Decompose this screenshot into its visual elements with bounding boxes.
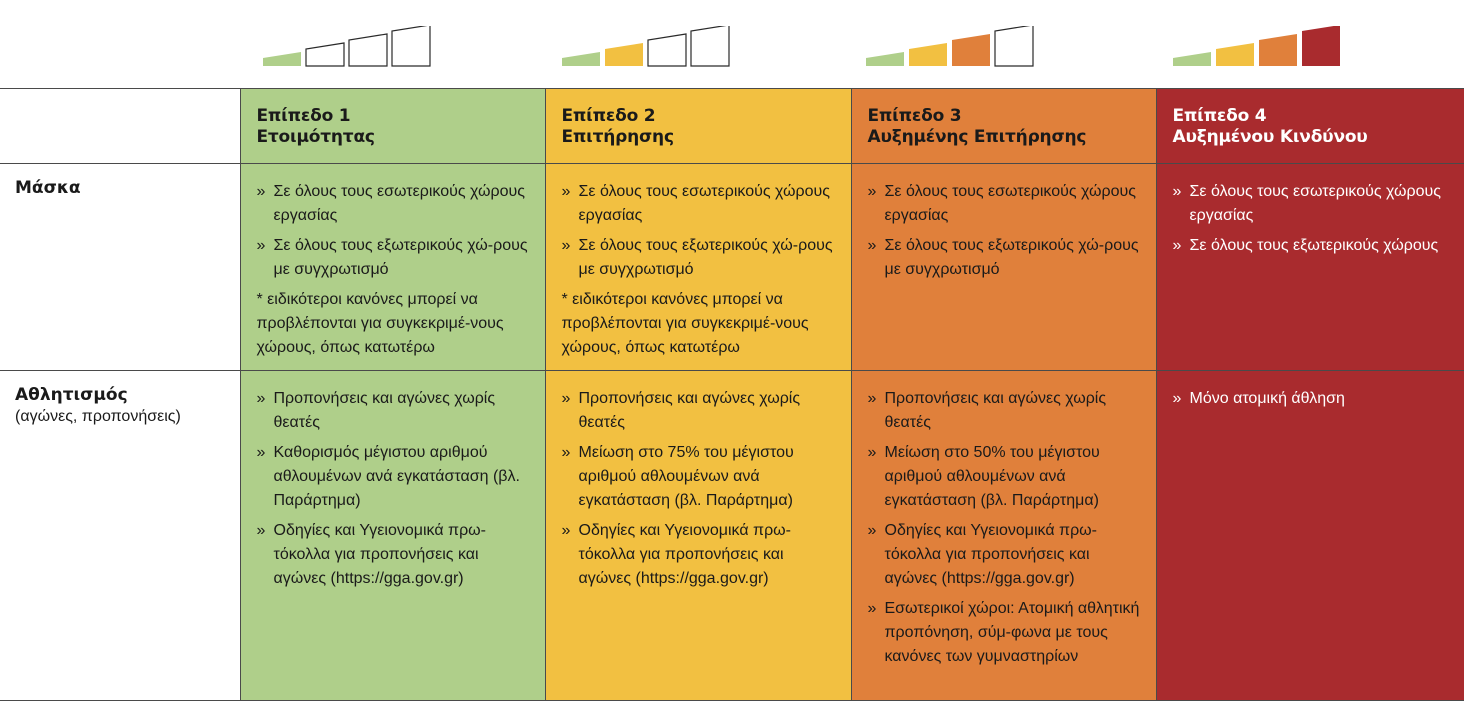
bullet-text: Σε όλους τους εσωτερικούς χώρους εργασίας	[273, 183, 525, 224]
mask-row-title: Μάσκα	[15, 178, 81, 198]
sport-row-subtitle: (αγώνες, προπονήσεις)	[15, 408, 181, 425]
step-filled	[1302, 26, 1340, 66]
mask-level-4-cell	[1156, 164, 1464, 371]
mask-level-2-cell	[545, 164, 851, 371]
level-2-indicator	[561, 26, 733, 68]
list-item	[868, 441, 1144, 513]
levels-table	[0, 88, 1464, 701]
level-3-header	[851, 89, 1156, 164]
step-filled	[1173, 52, 1211, 66]
bullet-mark: »	[561, 522, 571, 539]
level-steps-graphic	[262, 26, 434, 68]
level-steps-graphic	[865, 26, 1037, 68]
bullet-mark: »	[867, 237, 877, 254]
bullet-mark: »	[256, 237, 266, 254]
level-4-number: Επίπεδο 4	[1172, 106, 1267, 126]
bullet-mark: »	[256, 522, 266, 539]
list-item	[257, 519, 533, 591]
level-2-number: Επίπεδο 2	[561, 106, 656, 126]
bullet-mark: »	[256, 444, 266, 461]
table-header-row	[0, 89, 1464, 164]
bullet-text: Μείωση στο 50% του μέγιστου αριθμού αθλουμένων ανά εγκατάσταση (βλ. Παράρτημα)	[884, 444, 1100, 509]
list-item	[868, 387, 1144, 435]
bullet-mark: »	[1172, 390, 1182, 407]
level-1-header	[240, 89, 545, 164]
bullet-mark: »	[256, 183, 266, 200]
level-4-indicator	[1172, 26, 1344, 68]
bullet-text: Οδηγίες και Υγειονομικά πρω-τόκολλα για προπονήσεις και αγώνες (https://gga.gov.gr)	[578, 522, 791, 587]
step-filled	[562, 52, 600, 66]
bullet-text: Καθορισμός μέγιστου αριθμού αθλουμένων ανά εγκατάσταση (βλ. Παράρτημα)	[273, 444, 520, 509]
bullet-text: Σε όλους τους εσωτερικούς χώρους εργασίας	[1189, 183, 1441, 224]
bullet-mark: »	[561, 390, 571, 407]
bullet-mark: »	[561, 444, 571, 461]
bullet-text: Σε όλους τους εξωτερικούς χώ-ρους με συγχρωτισμό	[884, 237, 1139, 278]
step-empty	[691, 26, 729, 66]
level-1-number: Επίπεδο 1	[256, 106, 351, 126]
list-item	[562, 180, 839, 228]
step-filled	[263, 52, 301, 66]
cell-note: * ειδικότεροι κανόνες μπορεί να προβλέπονται για συγκεκριμέ-νους χώρους, όπως κατωτέρω	[256, 291, 504, 356]
step-empty	[349, 34, 387, 66]
bullet-mark: »	[867, 444, 877, 461]
sport-row	[0, 371, 1464, 701]
list-item	[1173, 180, 1453, 228]
bullet-mark: »	[1172, 237, 1182, 254]
level-1-indicator	[262, 26, 434, 68]
list-item	[562, 387, 839, 435]
bullet-text: Εσωτερικοί χώροι: Ατομική αθλητική προπόνηση, σύμ-φωνα με τους κανόνες των γυμναστηρίων	[884, 600, 1140, 665]
bullet-mark: »	[867, 390, 877, 407]
list-item	[257, 441, 533, 513]
list-item	[257, 180, 533, 228]
sport-level-2-cell	[545, 371, 851, 701]
level-2-header	[545, 89, 851, 164]
list-item	[868, 597, 1144, 669]
mask-label-cell	[0, 164, 240, 371]
sport-level-1-cell	[240, 371, 545, 701]
list-item	[562, 441, 839, 513]
bullet-text: Σε όλους τους εξωτερικούς χώρους	[1189, 237, 1439, 254]
list-item	[257, 387, 533, 435]
level-3-indicator	[865, 26, 1037, 68]
sport-label-cell	[0, 371, 240, 701]
list-item	[562, 519, 839, 591]
list-item	[868, 519, 1144, 591]
mask-row	[0, 164, 1464, 371]
step-filled	[909, 43, 947, 66]
bullet-text: Οδηγίες και Υγειονομικά πρω-τόκολλα για προπονήσεις και αγώνες (https://gga.gov.gr)	[884, 522, 1097, 587]
bullet-text: Σε όλους τους εσωτερικούς χώρους εργασίας	[884, 183, 1136, 224]
cell-note: * ειδικότεροι κανόνες μπορεί να προβλέπονται για συγκεκριμέ-νους χώρους, όπως κατωτέρω	[561, 291, 809, 356]
sport-level-3-cell	[851, 371, 1156, 701]
level-1-name: Ετοιμότητας	[256, 127, 375, 147]
bullet-text: Σε όλους τους εσωτερικούς χώρους εργασίας	[578, 183, 830, 224]
bullet-mark: »	[256, 390, 266, 407]
bullet-text: Οδηγίες και Υγειονομικά πρω-τόκολλα για προπονήσεις και αγώνες (https://gga.gov.gr)	[273, 522, 486, 587]
bullet-text: Προπονήσεις και αγώνες χωρίς θεατές	[578, 390, 801, 431]
bullet-mark: »	[867, 183, 877, 200]
step-filled	[1259, 34, 1297, 66]
level-steps-graphic	[1172, 26, 1344, 68]
list-item	[257, 234, 533, 282]
bullet-mark: »	[1172, 183, 1182, 200]
step-filled	[952, 34, 990, 66]
list-item	[1173, 234, 1453, 258]
bullet-mark: »	[867, 522, 877, 539]
bullet-mark: »	[867, 600, 877, 617]
sport-row-title: Αθλητισμός	[15, 385, 128, 405]
step-filled	[605, 43, 643, 66]
level-3-name: Αυξημένης Επιτήρησης	[867, 127, 1087, 147]
bullet-text: Μόνο ατομική άθληση	[1189, 390, 1345, 407]
step-empty	[392, 26, 430, 66]
mask-level-1-cell	[240, 164, 545, 371]
bullet-text: Σε όλους τους εξωτερικούς χώ-ρους με συγχρωτισμό	[578, 237, 833, 278]
level-3-number: Επίπεδο 3	[867, 106, 962, 126]
step-empty	[306, 43, 344, 66]
bullet-text: Προπονήσεις και αγώνες χωρίς θεατές	[884, 390, 1107, 431]
header-empty-cell	[0, 89, 240, 164]
list-item	[868, 180, 1144, 228]
bullet-text: Σε όλους τους εξωτερικούς χώ-ρους με συγχρωτισμό	[273, 237, 528, 278]
step-filled	[1216, 43, 1254, 66]
list-item	[868, 234, 1144, 282]
list-item	[562, 234, 839, 282]
bullet-text: Προπονήσεις και αγώνες χωρίς θεατές	[273, 390, 496, 431]
level-4-name: Αυξημένου Κινδύνου	[1172, 127, 1368, 147]
bullet-text: Μείωση στο 75% του μέγιστου αριθμού αθλουμένων ανά εγκατάσταση (βλ. Παράρτημα)	[578, 444, 794, 509]
sport-level-4-cell	[1156, 371, 1464, 701]
level-2-name: Επιτήρησης	[561, 127, 674, 147]
level-steps-graphic	[561, 26, 733, 68]
bullet-mark: »	[561, 237, 571, 254]
step-empty	[648, 34, 686, 66]
level-4-header	[1156, 89, 1464, 164]
step-empty	[995, 26, 1033, 66]
bullet-mark: »	[561, 183, 571, 200]
mask-level-3-cell	[851, 164, 1156, 371]
list-item	[1173, 387, 1453, 411]
step-filled	[866, 52, 904, 66]
